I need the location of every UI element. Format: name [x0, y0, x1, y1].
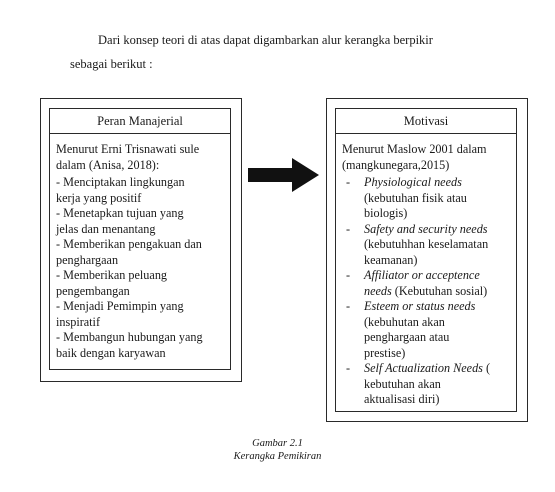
right-box-item-line: [364, 268, 512, 284]
right-box-item: [342, 175, 512, 222]
left-box-intro-line: dalam (Anisa, 2018):: [56, 157, 160, 172]
left-box-list: [56, 175, 226, 361]
right-box-item-line: [364, 206, 512, 222]
left-box-line: penghargaan: [56, 252, 119, 267]
need-description: penghargaan atau: [364, 330, 450, 344]
right-box-body: [342, 142, 512, 408]
right-box-item-line: [364, 191, 512, 207]
left-box-line: - Menciptakan lingkungan: [56, 175, 185, 189]
arrow-shape: [248, 158, 319, 192]
need-description: keamanan): [364, 252, 418, 267]
left-box: [49, 108, 231, 370]
left-box-title: Peran Manajerial: [50, 109, 230, 134]
left-box-line: jelas dan menantang: [56, 221, 156, 236]
left-box-line: kerja yang positif: [56, 190, 142, 205]
figure-title: Kerangka Pemikiran: [233, 451, 322, 462]
right-box-item-line: [364, 330, 512, 346]
right-box-item-line: [364, 175, 512, 191]
left-box-line: - Menetapkan tujuan yang: [56, 206, 184, 220]
bullet-dash: -: [346, 175, 351, 189]
right-box-item-line: [364, 392, 512, 408]
right-box-item-line: [364, 222, 512, 238]
right-box: [335, 108, 517, 412]
right-box-item-line: [364, 361, 512, 377]
left-box-line: - Membangun hubungan yang: [56, 330, 203, 344]
need-name: needs: [364, 283, 392, 298]
right-box-item: [342, 268, 512, 299]
need-description: aktualisasi diri): [364, 392, 440, 406]
right-box-item: [342, 222, 512, 269]
right-box-item: [342, 299, 512, 361]
right-box-intro: [342, 142, 512, 173]
right-box-list: [342, 175, 512, 408]
need-description: kebutuhan akan: [364, 376, 441, 391]
left-box-line: - Memberikan pengakuan dan: [56, 237, 202, 251]
need-description: (: [482, 361, 491, 375]
left-box-intro: [56, 142, 226, 173]
left-box-line: baik dengan karyawan: [56, 345, 166, 360]
need-name: Affiliator or acceptence: [364, 268, 480, 282]
bullet-dash: -: [346, 361, 351, 375]
left-box-body: [56, 142, 226, 361]
figure-caption: [0, 437, 555, 463]
bullet-dash: -: [346, 221, 351, 236]
figure-number: Gambar 2.1: [252, 438, 303, 449]
bullet-dash: -: [346, 299, 351, 313]
intro-line-2: sebagai berikut :: [70, 57, 153, 71]
right-box-item-line: [364, 315, 512, 331]
right-arrow-icon: [248, 157, 320, 193]
need-description: prestise): [364, 345, 406, 360]
right-box-item-line: [364, 253, 512, 269]
need-name: Self Actualization Needs: [364, 361, 483, 375]
need-name: Physiological needs: [364, 175, 462, 189]
right-box-item-line: [364, 237, 512, 253]
left-box-line: - Memberikan peluang: [56, 268, 168, 282]
right-box-item-line: [364, 284, 512, 300]
need-description: (kebuhutan akan: [364, 314, 445, 329]
right-box-item-line: [364, 377, 512, 393]
intro-line-1: Dari konsep teori di atas dapat digambarkan alur kerangka berpikir: [98, 33, 433, 47]
right-box-item: [342, 361, 512, 408]
need-description: (Kebutuhan sosial): [391, 283, 488, 298]
right-box-intro-line: Menurut Maslow 2001 dalam: [342, 142, 487, 156]
right-box-item-line: [364, 346, 512, 362]
left-box-intro-line: Menurut Erni Trisnawati sule: [56, 142, 200, 156]
right-box-item-line: [364, 299, 512, 315]
need-description: biologis): [364, 206, 408, 220]
need-name: Esteem or status needs: [364, 299, 476, 313]
left-box-line: inspiratif: [56, 314, 101, 329]
left-box-line: - Menjadi Pemimpin yang: [56, 299, 184, 313]
bullet-dash: -: [346, 268, 351, 282]
intro-paragraph: [70, 28, 510, 76]
right-box-intro-line: (mangkunegara,2015): [342, 157, 450, 172]
right-box-title: Motivasi: [336, 109, 516, 134]
need-description: (kebutuhan fisik atau: [364, 190, 467, 205]
need-name: Safety and security needs: [364, 221, 488, 236]
left-box-line: pengembangan: [56, 283, 130, 298]
need-description: (kebutuhhan keselamatan: [364, 237, 489, 251]
